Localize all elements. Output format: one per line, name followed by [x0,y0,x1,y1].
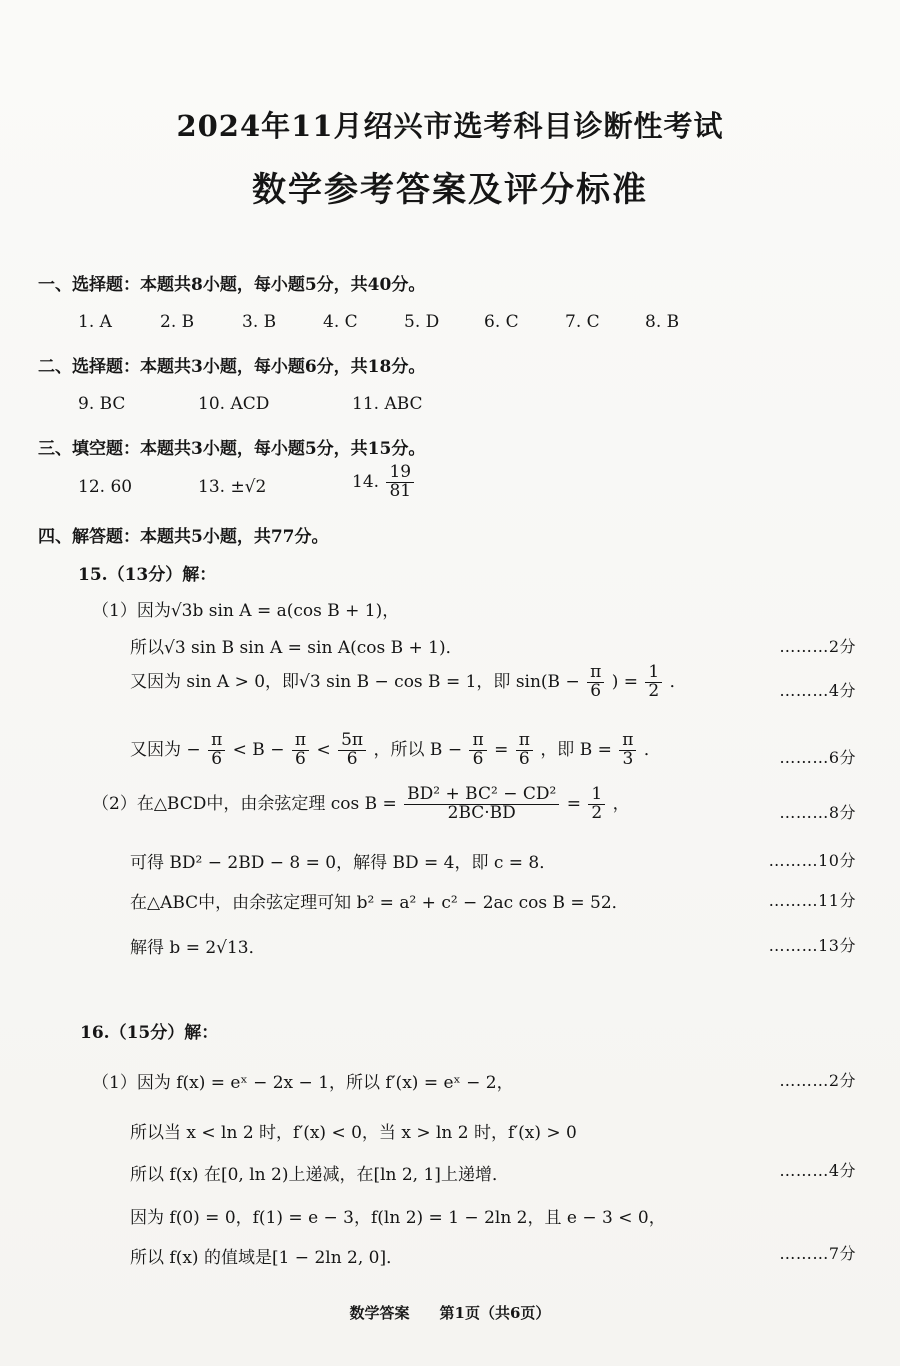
answer-14-label: 14. [352,471,380,492]
frac-denominator: 6 [472,748,484,769]
answer-6: 6. C [484,312,519,332]
q15-line3-text-a: 又因为 sin A > 0，即√3 sin B − cos B = 1，即 sin(B − [130,671,580,692]
q15-line4-frac6 [619,732,636,769]
frac-numerator: π [619,732,636,751]
exam-title: 2024年11月绍兴市选考科目诊断性考试 [176,109,724,143]
q15-line4-frac5 [516,732,533,769]
frac-numerator: BD² + BC² − CD² [404,786,559,805]
frac-denominator: 2BC·BD [447,802,516,823]
q15-line4 [130,732,661,769]
answer-14-denominator: 81 [389,480,412,501]
answer-4: 4. C [323,312,358,332]
q15-line3 [130,664,687,701]
frac-numerator: π [208,732,225,751]
q15-line8: 解得 b = 2√13． [130,938,266,958]
frac-denominator: 6 [590,680,602,701]
answer-9: 9. BC [78,394,126,414]
frac-denominator: 2 [648,680,660,701]
q16-score-2: ………2分 [779,1071,856,1090]
q15-score-4: ………4分 [779,681,856,700]
answer-3: 3. B [242,312,277,332]
q15-line2: 所以√3 sin B sin A = sin A(cos B + 1)． [130,638,463,658]
q15-line5 [92,786,630,823]
q15-score-11: ………11分 [768,891,856,910]
q15-score-6: ………6分 [779,748,856,767]
frac-numerator: π [469,732,486,751]
q15-score-8: ………8分 [779,803,856,822]
q15-line5-frac-cosine [404,786,559,823]
q15-line4-text-a: 又因为 − [130,739,201,760]
q15-line4-frac1 [208,732,225,769]
frac-numerator: 5π [338,732,366,751]
q15-line4-text-g: ． [643,739,661,760]
q15-line4-text-b: < B − [232,739,285,760]
frac-numerator: π [292,732,309,751]
q16-line5: 所以 f(x) 的值域是[1 − 2ln 2, 0]． [130,1248,404,1268]
q15-score-13: ………13分 [768,936,856,955]
q15-line4-frac2 [292,732,309,769]
q15-line4-frac4 [469,732,486,769]
q15-score-10: ………10分 [768,851,856,870]
frac-numerator: 1 [645,664,662,683]
answer-14 [352,464,416,501]
q15-line7: 在△ABC中，由余弦定理可知 b² = a² + c² − 2ac cos B = 52． [130,893,629,913]
section1-heading: 一、选择题：本题共8小题，每小题5分，共40分。 [38,275,426,295]
q15-line5-text-b: = [566,793,581,814]
frac-denominator: 2 [591,802,603,823]
q15-header: 15.（13分）解： [78,565,217,585]
q15-line5-text-c: ， [612,793,630,814]
answer-11: 11. ABC [352,394,423,414]
q15-line5-frac-half [588,786,605,823]
frac-denominator: 3 [622,748,634,769]
q15-line4-frac3 [338,732,366,769]
answer-14-fraction [386,464,414,501]
q15-line3-text-b: ) = [611,671,638,692]
frac-numerator: 1 [588,786,605,805]
q15-line4-text-e: = [494,739,509,760]
section4-heading: 四、解答题：本题共5小题，共77分。 [38,527,329,547]
answer-13: 13. ±√2 [198,477,267,497]
q15-line3-text-c: ． [669,671,687,692]
frac-denominator: 6 [518,748,530,769]
answer-12: 12. 60 [78,477,133,497]
q16-line4: 因为 f(0) = 0，f(1) = e − 3，f(ln 2) = 1 − 2ln 2，且 e − 3 < 0， [130,1208,666,1228]
frac-denominator: 6 [346,748,358,769]
answer-7: 7. C [565,312,600,332]
frac-denominator: 6 [211,748,223,769]
answer-2: 2. B [160,312,195,332]
q15-line1: （1）因为√3b sin A = a(cos B + 1)， [92,601,400,621]
q16-score-4: ………4分 [779,1161,856,1180]
q15-line3-frac-half [645,664,662,701]
section3-heading: 三、填空题：本题共3小题，每小题5分，共15分。 [38,439,426,459]
page-footer: 数学答案 第1页（共6页） [349,1304,551,1322]
frac-numerator: π [516,732,533,751]
exam-subtitle: 数学参考答案及评分标准 [252,170,648,210]
q15-line4-text-f: ，即 B = [540,739,612,760]
q15-line4-text-c: < [316,739,331,760]
answer-14-numerator: 19 [386,464,414,483]
answer-10: 10. ACD [198,394,270,414]
frac-numerator: π [587,664,604,683]
section2-heading: 二、选择题：本题共3小题，每小题6分，共18分。 [38,357,426,377]
q15-line4-text-d: ，所以 B − [373,739,463,760]
q15-line5-text-a: （2）在△BCD中，由余弦定理 cos B = [92,793,397,814]
q15-score-2: ………2分 [779,637,856,656]
answer-1: 1. A [78,312,112,332]
q15-line3-frac-pi6 [587,664,604,701]
q16-line1: （1）因为 f(x) = eˣ − 2x − 1，所以 f′(x) = eˣ − 2， [92,1073,514,1093]
answer-8: 8. B [645,312,680,332]
q16-line2: 所以当 x < ln 2 时，f′(x) < 0，当 x > ln 2 时，f′(x) > 0 [130,1123,577,1143]
q15-line6: 可得 BD² − 2BD − 8 = 0，解得 BD = 4，即 c = 8． [130,853,557,873]
frac-denominator: 6 [295,748,306,769]
answer-5: 5. D [404,312,440,332]
q16-line3: 所以 f(x) 在[0, ln 2)上递减，在[ln 2, 1]上递增． [130,1165,509,1185]
q16-score-7: ………7分 [779,1244,856,1263]
q16-header: 16.（15分）解： [80,1023,219,1043]
